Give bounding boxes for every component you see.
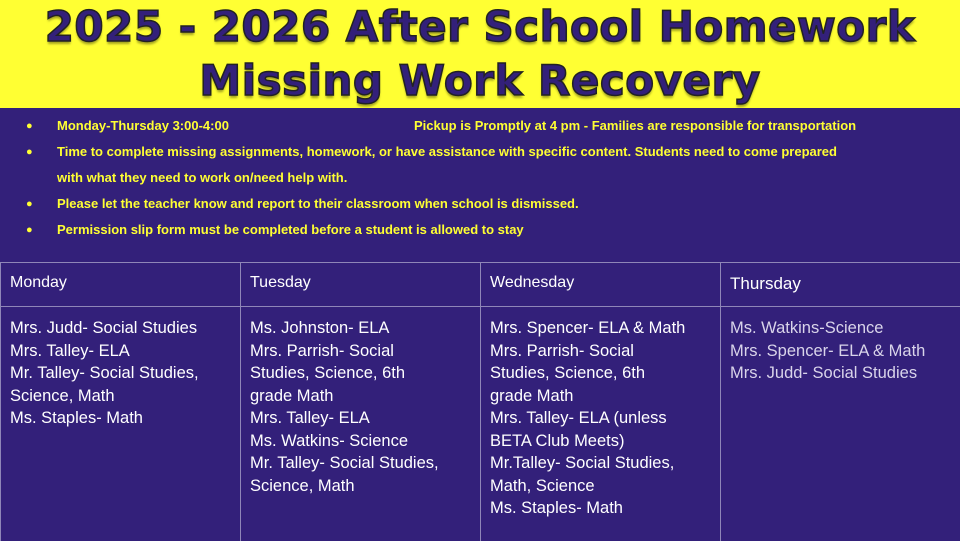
teacher-list	[730, 317, 956, 385]
program-info	[0, 108, 960, 262]
bullet-icon: ●	[26, 224, 33, 236]
title-banner	[0, 0, 960, 108]
teacher-entry: Mrs. Talley- ELA (unless	[490, 409, 667, 427]
info-bullet-hours	[0, 113, 960, 139]
day-header	[721, 263, 960, 307]
teacher-entry: grade Math	[250, 386, 334, 405]
info-bullet-permission	[0, 217, 960, 243]
teacher-entry: Studies, Science, 6th	[250, 364, 406, 382]
teacher-entry: Ms. Staples- Math	[10, 409, 143, 427]
teacher-entry: Math, Science	[490, 476, 595, 495]
info-bullet-purpose-continued	[0, 165, 960, 191]
teacher-entry: Mr. Talley- Social Studies,	[250, 454, 439, 472]
teacher-list	[250, 317, 476, 497]
teacher-entry: Mrs. Parrish- Social	[250, 341, 394, 360]
teacher-list	[10, 317, 236, 430]
teacher-list	[490, 317, 716, 520]
day-name-thursday: Thursday	[730, 274, 801, 293]
purpose-text-line-2: with what they need to work on/need help with.	[57, 170, 348, 185]
teacher-entry: Ms. Johnston- ELA	[250, 319, 390, 337]
day-name-tuesday: Tuesday	[250, 274, 311, 291]
purpose-text-line-1: Time to complete missing assignments, homework, or have assistance with specific content. Students need to come prepared	[57, 144, 837, 159]
day-name-monday: Monday	[10, 274, 67, 291]
teacher-entry: Mrs. Talley- ELA	[10, 341, 130, 360]
teacher-entry: Ms. Staples- Math	[490, 499, 623, 517]
page-title-line-2: Missing Work Recovery	[199, 56, 761, 105]
info-bullet-report	[0, 191, 960, 217]
hours-text: Monday-Thursday 3:00-4:00	[57, 118, 229, 133]
bullet-icon: ●	[26, 120, 33, 132]
schedule-column-wednesday	[480, 263, 721, 541]
pickup-text: Pickup is Promptly at 4 pm - Families are responsible for transportation	[414, 118, 857, 133]
teacher-entry: Mrs. Parrish- Social	[490, 341, 634, 360]
schedule-column-thursday	[720, 263, 960, 541]
teacher-entry: Mrs. Talley- ELA	[250, 409, 370, 427]
teacher-entry: Mr.Talley- Social Studies,	[490, 454, 675, 472]
teacher-entry: Mrs. Judd- Social Studies	[10, 319, 198, 337]
schedule-table	[0, 262, 960, 541]
day-header	[241, 263, 481, 307]
day-name-wednesday: Wednesday	[490, 274, 575, 291]
teacher-entry: Mrs. Judd- Social Studies	[730, 364, 918, 382]
schedule-column-monday	[0, 263, 241, 541]
teacher-entry: Mrs. Spencer- ELA & Math	[490, 319, 686, 337]
teacher-entry: grade Math	[490, 386, 574, 405]
teacher-entry: Mrs. Spencer- ELA & Math	[730, 341, 926, 360]
permission-text: Permission slip form must be completed before a student is allowed to stay	[57, 222, 524, 237]
teacher-entry: BETA Club Meets)	[490, 431, 625, 450]
teacher-entry: Science, Math	[250, 476, 355, 495]
teacher-entry: Science, Math	[10, 386, 115, 405]
day-header	[1, 263, 241, 307]
schedule-column-tuesday	[240, 263, 481, 541]
teacher-entry: Mr. Talley- Social Studies,	[10, 364, 199, 382]
bullet-icon: ●	[26, 198, 33, 210]
report-text: Please let the teacher know and report to their classroom when school is dismissed.	[57, 196, 579, 211]
day-header	[481, 263, 721, 307]
info-bullet-purpose	[0, 139, 960, 165]
bullet-icon: ●	[26, 146, 33, 158]
teacher-entry: Studies, Science, 6th	[490, 364, 646, 382]
page-title-line-1: 2025 - 2026 After School Homework	[44, 2, 916, 51]
teacher-entry: Ms. Watkins- Science	[250, 431, 409, 450]
teacher-entry: Ms. Watkins-Science	[730, 319, 884, 337]
